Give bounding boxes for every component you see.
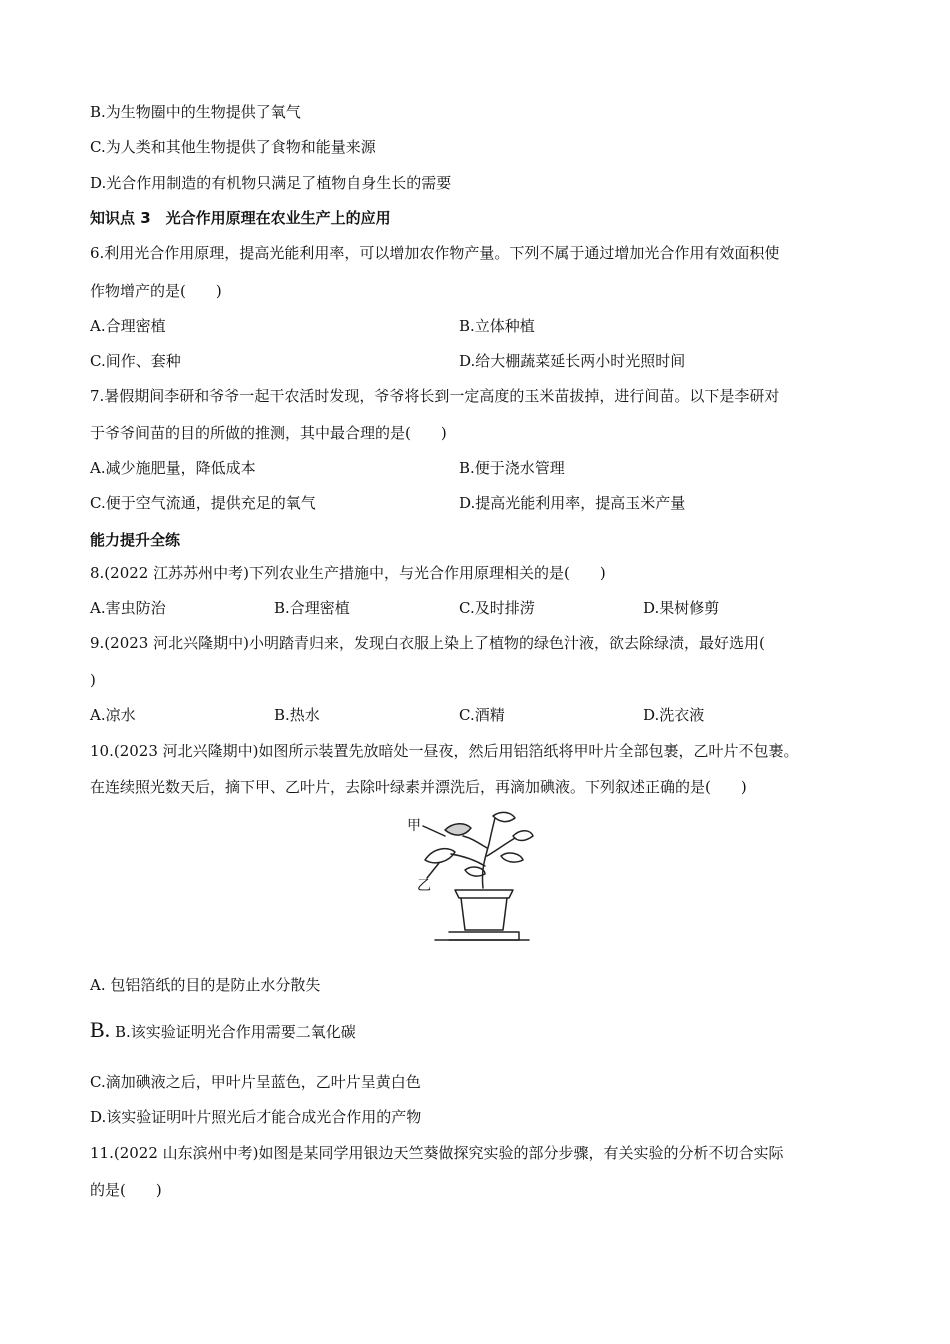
option-d: D.光合作用制造的有机物只满足了植物自身生长的需要 xyxy=(90,174,452,192)
leaf-yi xyxy=(425,849,455,863)
option-c: C.及时排涝 xyxy=(459,599,535,617)
option-b: B.合理密植 xyxy=(274,599,350,617)
option-b: B.立体种植 xyxy=(459,317,535,335)
section-heading: 能力提升全练 xyxy=(90,531,181,549)
question-9-line2: ) xyxy=(90,671,96,689)
option-a: A.凉水 xyxy=(90,706,136,724)
option-c: C.便于空气流通，提供充足的氧气 xyxy=(90,494,316,512)
label-line-jia xyxy=(423,826,445,836)
section-heading: 知识点 3 光合作用原理在农业生产上的应用 xyxy=(90,209,391,227)
option-d: D.果树修剪 xyxy=(643,599,720,617)
option-b: B.热水 xyxy=(274,706,320,724)
option-a: A. 包铝箔纸的目的是防止水分散失 xyxy=(90,976,321,994)
option-d: D.洗衣液 xyxy=(643,706,705,724)
option-b xyxy=(90,1017,356,1042)
option-b-text: B.该实验证明光合作用需要二氧化碳 xyxy=(114,1023,356,1041)
option-c: C.间作、套种 xyxy=(90,352,181,370)
option-c: C.滴加碘液之后，甲叶片呈蓝色，乙叶片呈黄白色 xyxy=(90,1073,421,1091)
question-10-line1: 10.(2023 河北兴隆期中)如图所示装置先放暗处一昼夜，然后用铝箔纸将甲叶片全部包裹，乙叶片不包裹。 xyxy=(90,742,799,760)
option-a: A.合理密植 xyxy=(90,317,166,335)
pot-body xyxy=(461,898,507,930)
question-8-line1: 8.(2022 江苏苏州中考)下列农业生产措施中，与光合作用原理相关的是( ) xyxy=(90,564,606,582)
pot-saucer xyxy=(449,932,519,940)
question-7-line1: 7.暑假期间李研和爷爷一起干农活时发现，爷爷将长到一定高度的玉米苗拔掉，进行间苗。以下是李研对 xyxy=(90,387,780,405)
option-a: A.害虫防治 xyxy=(90,599,166,617)
option-b-big-letter: B. xyxy=(90,1017,111,1042)
question-6-line1: 6.利用光合作用原理，提高光能利用率，可以增加农作物产量。下列不属于通过增加光合作用有效面积使 xyxy=(90,244,780,262)
option-a: A.减少施肥量，降低成本 xyxy=(90,459,256,477)
question-7-line2: 于爷爷间苗的目的所做的推测，其中最合理的是( ) xyxy=(90,424,447,442)
question-11-line2: 的是( ) xyxy=(90,1181,162,1199)
option-d: D.提高光能利用率，提高玉米产量 xyxy=(459,494,686,512)
question-11-line1: 11.(2022 山东滨州中考)如图是某同学用银边天竺葵做探究实验的部分步骤，有关实验的分析不切合实际 xyxy=(90,1144,784,1162)
option-b: B.便于浇水管理 xyxy=(459,459,565,477)
option-d: D.该实验证明叶片照光后才能合成光合作用的产物 xyxy=(90,1108,422,1126)
label-line-yi xyxy=(427,863,439,878)
label-jia: 甲 xyxy=(407,818,421,834)
option-c: C.为人类和其他生物提供了食物和能量来源 xyxy=(90,138,376,156)
pot-rim xyxy=(455,890,513,898)
question-10-line2: 在连续照光数天后，摘下甲、乙叶片，去除叶绿素并漂洗后，再滴加碘液。下列叙述正确的是( ) xyxy=(90,778,747,796)
option-c: C.酒精 xyxy=(459,706,505,724)
label-yi: 乙 xyxy=(417,878,431,894)
option-d: D.给大棚蔬菜延长两小时光照时间 xyxy=(459,352,686,370)
plant-figure xyxy=(405,808,535,943)
option-b: B.为生物圈中的生物提供了氧气 xyxy=(90,103,301,121)
question-6-line2: 作物增产的是( ) xyxy=(90,282,222,300)
leaf-jia xyxy=(445,824,471,835)
question-9-line1: 9.(2023 河北兴隆期中)小明踏青归来，发现白衣服上染上了植物的绿色汁液，欲去除绿渍，最好选用( xyxy=(90,634,765,652)
